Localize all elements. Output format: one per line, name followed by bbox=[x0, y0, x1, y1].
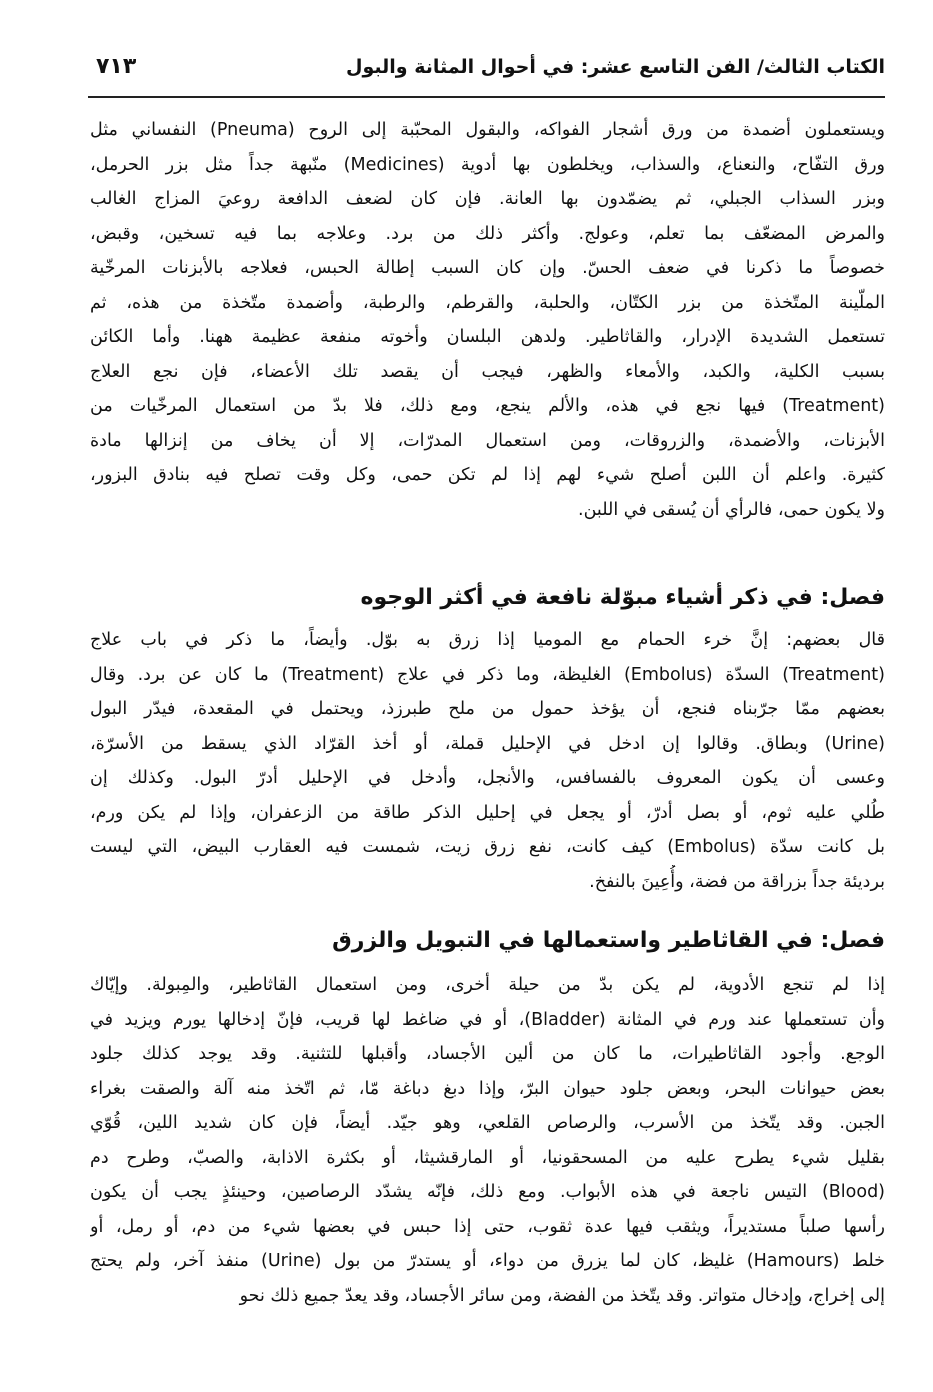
text-line: بعضهم ممّا جرّبناه فنجع، أن يؤخذ حمول من ملح طبرزذ، ويحتمل في المقعدة، فيدّر البول bbox=[90, 699, 885, 719]
text-line: طُلي عليه ثوم، أو بصل أدرّ، أو يجعل في إحليل الذكر طاقة من الزعفران، وإذا لم يكن ورم، bbox=[90, 802, 885, 823]
text-line: كثيرة. واعلم أن اللبن أصلح شيء لهم إذا لم تكن حمى، وكل وقت تصلح فيه بنادق البزور، bbox=[90, 465, 885, 485]
text-line: (Blood) التيس ناجعة في هذه الأبواب. ومع ذلك، فإنّه يشدّد الرصاصين، وحينئذٍ يجب أن يكون bbox=[90, 1182, 885, 1202]
text-line: بل كانت سدّة (Embolus) كيف كانت، نفع زرق زيت، شمست فيه العقارب البيض، التي ليست bbox=[90, 837, 885, 857]
text-line: الملّينة المتّخذة من بزر الكتّان، والحلبة، والقرطم، والرطبة، وأضمدة متّخذة من هذه، ثم bbox=[90, 292, 885, 313]
text-line: وأن تستعملها عند ورم في المثانة (Bladder)، أو في ضاغط لها قريب، فإنّ إدخالها يورم ويزيد في bbox=[90, 1009, 885, 1030]
text-line: بردیئة جداً بزراقة من فضة، وأُعِينَ بالنفخ. bbox=[589, 871, 885, 892]
text-line: وعسى أن يكون المعروف بالفسافس، والأنجل، وأدخل في الإحليل أدرّ البول. وكذلك إن bbox=[90, 768, 885, 788]
text-line: رأسها صلباً مستديراً، ويثقب فيها عدة ثقوب، حتى إذا حبس في بعضها شيء من دم، أو رمل، أو bbox=[90, 1216, 885, 1237]
text-line: إلى إخراج، وإدخال متواتر. وقد يتّخذ من الفضة، ومن سائر الأجساد، وقد يعدّ جميع ذلك نحو bbox=[239, 1285, 885, 1306]
text-line: ورق التفّاح، والنعناع، والسذاب، ويخلطون بها أدوية (Medicines) منّبهة جداً مثل بزر الحرمل، bbox=[90, 154, 885, 175]
text-line: الأبزنات، والأضمدة، والزروقات، ومن استعمال المدرّات، إلا أن يخاف من إنزالها مادة bbox=[90, 430, 885, 451]
paragraph-3 bbox=[90, 968, 885, 1313]
page-number: ٧١٣ bbox=[96, 54, 137, 79]
paragraph-2 bbox=[90, 623, 885, 899]
text-line: وبزر السذاب الجبلي، ثم يضمّدون بها العانة. فإن كان لضعف الدافعة روعيَ المزاج الغالب bbox=[90, 189, 885, 209]
running-title: الكتاب الثالث/ الفن التاسع عشر: في أحوال المثانة والبول bbox=[346, 56, 885, 78]
text-line: بقليل شيء يطرح عليه من المسحقونيا، أو المارقشيثا، أو بكثرة الاذابة، والصبّ، وطرح دم bbox=[90, 1147, 885, 1168]
text-line: تستعمل الشديدة الإدرار، والقاثاطير. ولدهن البلسان وأخوته منفعة عظيمة ههنا. وأما الكائن bbox=[90, 327, 885, 347]
text-line: قال بعضهم: إنَّ خرء الحمام مع الموميا إذا زرق به بوّل. وأيضاً، ما ذكر في باب علاج bbox=[90, 630, 885, 650]
text-line: الجبن. وقد يتّخذ من الأسرب، والرصاص القلعي، وهو جيّد. أيضاً، فإن كان شديد اللين، قُوّي bbox=[90, 1113, 885, 1133]
section-heading-2: فصل: في القاثاطير واستعمالها في التبويل والزرق bbox=[332, 928, 885, 953]
paragraph-1 bbox=[90, 113, 885, 527]
text-line: والمرض المضعّف بما تعلم، وعولج. وأكثر ذلك من برد. وعلاجه بما فيه تسخين، وقبض، bbox=[90, 223, 885, 244]
text-line: إذا لم تنجع الأدوية، لم يكن بدّ من حيلة أخرى، ومن استعمال القاثاطير، والمِبولة. وإيّاك bbox=[90, 975, 885, 995]
text-line: خصوصاً ما ذكرنا في ضعف الحسّ. وإن كان السبب إطالة الحبس، فعلاجه بالأبزنات المرخّية bbox=[90, 258, 885, 278]
text-line: بسبب الكلية، والكبد، والأمعاء والظهر، فيجب أن يقصد تلك الأعضاء، فإن نجع العلاج bbox=[90, 361, 885, 382]
text-line: ولا يكون حمى، فالرأي أن يُسقى في اللبن. bbox=[578, 499, 885, 520]
text-line: ويستعملون أضمدة من ورق أشجار الفواكه، والبقول المحبّبة إلى الروح (Pneuma) النفساني مثل bbox=[90, 120, 885, 140]
text-line: بعض حيوانات البحر، وبعض جلود حيوان البرّ، وإذا دبغ دباغة مّا، ثم اتّخذ منه آلة والصقت بغراء bbox=[90, 1078, 885, 1099]
text-line: (Urine) وبطاق. وقالوا إن ادخل في الإحليل قملة، أو أخذ القرّاد الذي يسقط من الأسرّة، bbox=[90, 733, 885, 754]
text-line: خلط (Hamours) غليظ، كان لما يزرق من دواء، أو يستدرّ من بول (Urine) منفذ آخر، ولم يحتج bbox=[90, 1251, 885, 1271]
text-line: (Treatment) فيها نجع في هذه، والألم ينجع، ومع ذلك، فلا بدّ من استعمال المرخّيات من bbox=[90, 396, 885, 416]
text-line: (Treatment) السدّة (Embolus) الغليظة، وما ذكر في علاج (Treatment) ما كان عن برد. وقال bbox=[90, 664, 885, 685]
text-line: الوجع. وأجود القاثاطيرات، ما كان من ألين الأجساد، وأقبلها للتثنية. وقد يوجد كذلك جلود bbox=[90, 1044, 885, 1064]
page-header bbox=[88, 52, 885, 98]
section-heading-1: فصل: في ذكر أشياء مبوّلة نافعة في أكثر الوجوه bbox=[360, 585, 885, 610]
